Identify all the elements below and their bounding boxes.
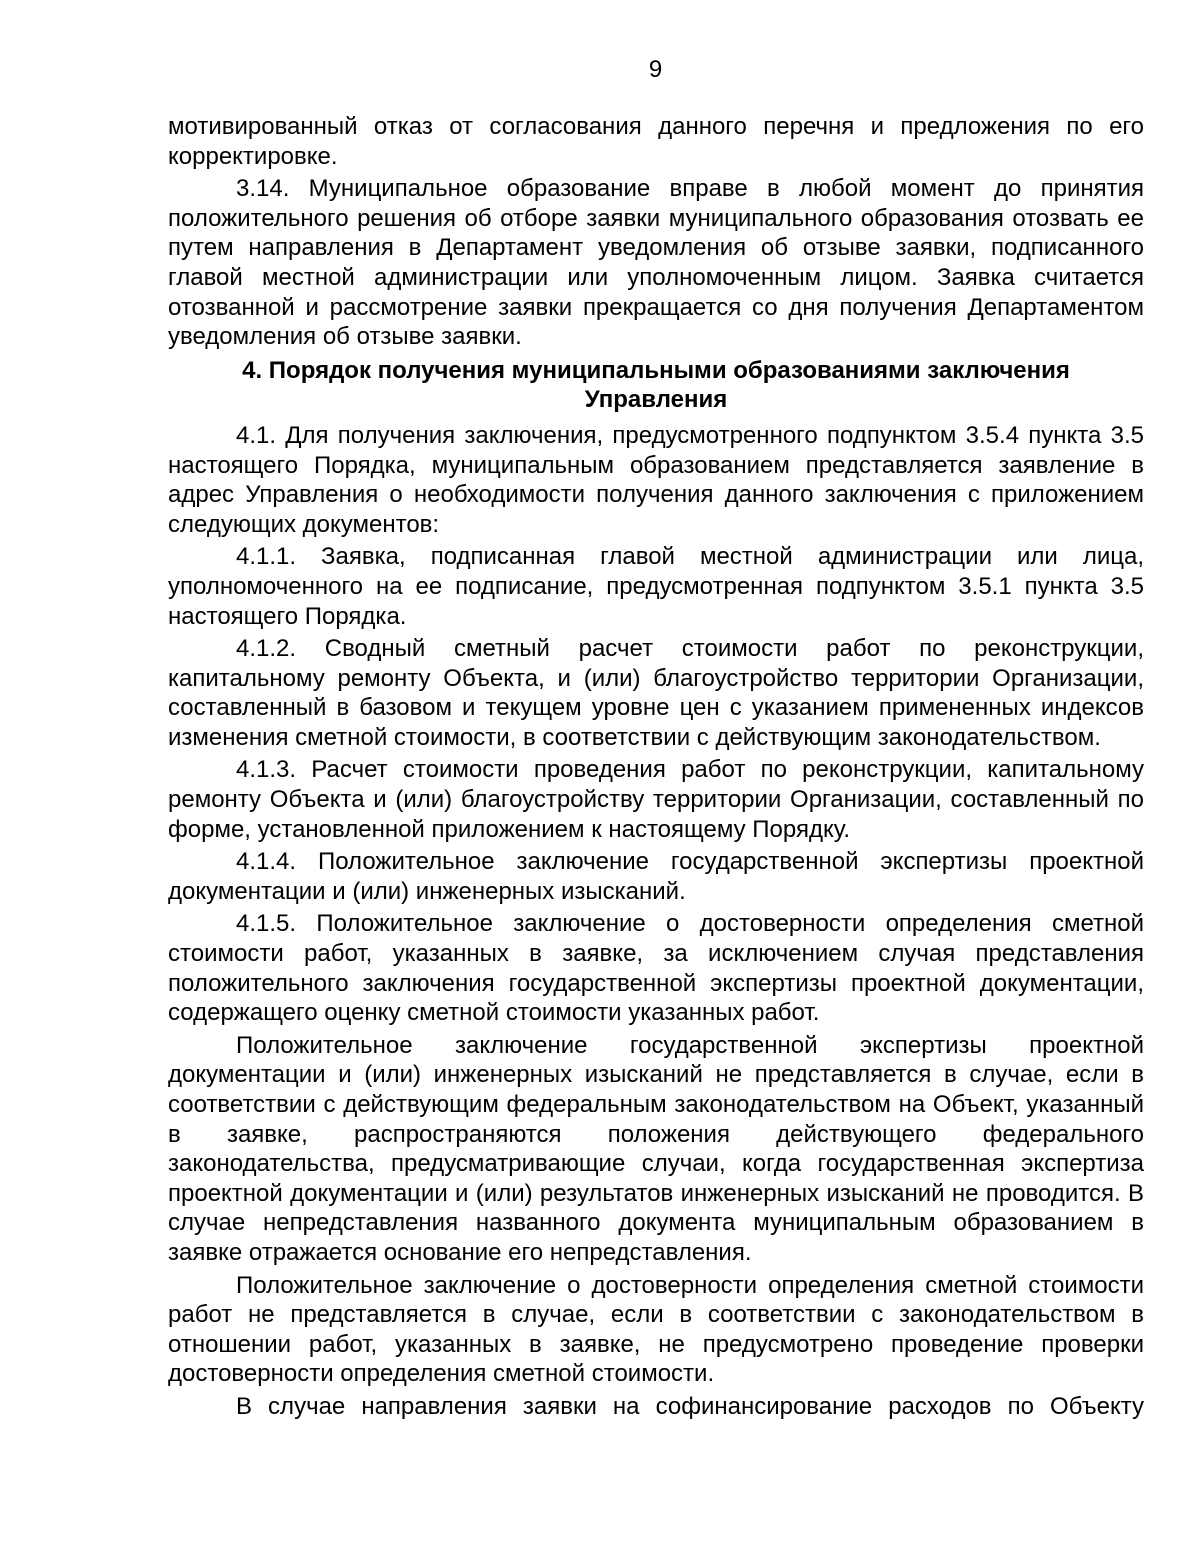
paragraph: 4.1.1. Заявка, подписанная главой местной администрации или лица, уполномоченного на ее подписание, предусмотренная подпунктом 3.5.1 пункта 3.5 настоящего Порядка. (168, 543, 1144, 630)
paragraph-continued: В случае направления заявки на софинансирование расходов по Объекту (236, 1392, 1144, 1420)
section-heading-line: Управления (584, 386, 728, 414)
paragraph: Положительное заключение о достоверности определения сметной стоимости работ не представляется в случае, если в соответствии с законодательством в отношении работ, указанных в заявке, не предусмотрено проведение проверки достоверности определения сметной стоимости. (168, 1271, 1144, 1388)
paragraph: 4.1.4. Положительное заключение государственной экспертизы проектной документации и (или) инженерных изысканий. (168, 848, 1144, 905)
section-heading-line: 4. Порядок получения муниципальными образованиями заключения (242, 356, 1070, 384)
section-heading (168, 356, 1144, 415)
paragraph: 4.1.2. Сводный сметный расчет стоимости работ по реконструкции, капитальному ремонту Объекта, и (или) благоустройство территории Организации, составленный в базовом и текущем уровне цен с указанием примененных индексов изменения сметной стоимости, в соответствии с действующим законодательством. (168, 635, 1144, 751)
paragraph: мотивированный отказ от согласования данного перечня и предложения по его корректировке. (168, 113, 1144, 170)
paragraph: 4.1.5. Положительное заключение о достоверности определения сметной стоимости работ, указанных в заявке, за исключением случая представления положительного заключения государственной экспертизы проектной документации, содержащего оценку сметной стоимости указанных работ. (168, 910, 1144, 1027)
paragraph: 4.1. Для получения заключения, предусмотренного подпунктом 3.5.4 пункта 3.5 настоящего Порядка, муниципальным образованием представляется заявление в адрес Управления о необходимости получения данного заключения с приложением следующих документов: (168, 421, 1144, 538)
paragraph: Положительное заключение государственной экспертизы проектной документации и (или) инженерных изысканий не представляется в случае, если в соответствии с действующим федеральным законодательством на Объект, указанный в заявке, распространяются положения действующего федерального законодательства, предусматривающие случаи, когда государственная экспертиза проектной документации и (или) результатов инженерных изысканий не проводится. В случае непредставления названного документа муниципальным образованием в заявке отражается основание его непредставления. (168, 1031, 1144, 1266)
paragraph: 3.14. Муниципальное образование вправе в любой момент до принятия положительного решения об отборе заявки муниципального образования отозвать ее путем направления в Департамент уведомления об отзыве заявки, подписанного главой местной администрации или уполномоченным лицом. Заявка считается отозванной и рассмотрение заявки прекращается со дня получения Департаментом уведомления об отзыве заявки. (168, 175, 1144, 351)
page-number: 9 (648, 56, 663, 83)
paragraph: 4.1.3. Расчет стоимости проведения работ по реконструкции, капитальному ремонту Объекта и (или) благоустройству территории Организации, составленный по форме, установленной приложением к настоящему Порядку. (168, 756, 1144, 843)
document-body (168, 112, 1144, 1425)
